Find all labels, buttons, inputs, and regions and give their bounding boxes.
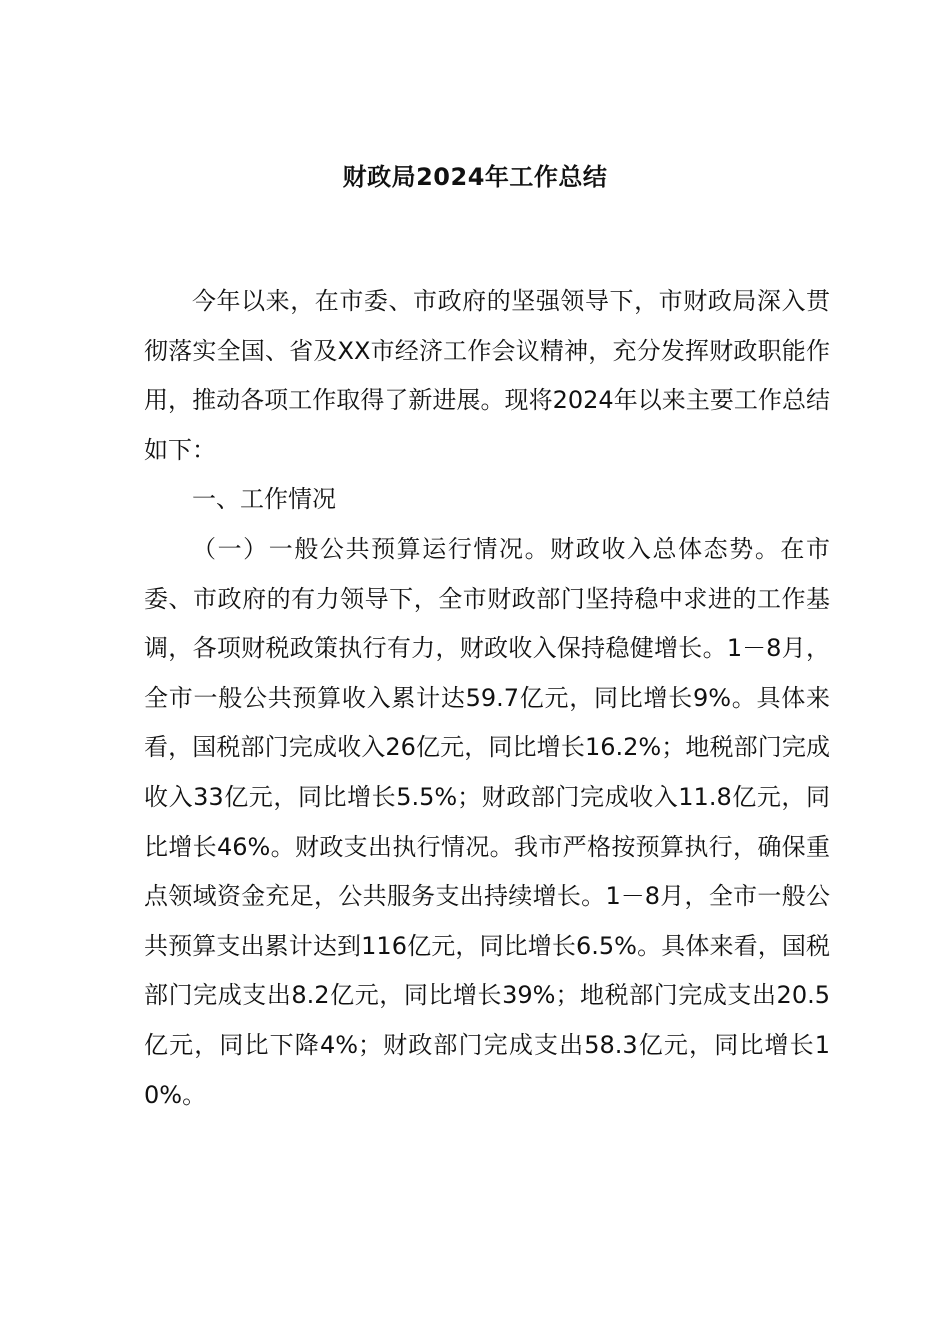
document-title: 财政局2024年工作总结 [342, 163, 608, 191]
budget-paragraph: （一）一般公共预算运行情况。财政收入总体态势。在市委、市政府的有力领导下，全市财政部门坚持稳中求进的工作基调，各项财税政策执行有力，财政收入保持稳健增长。1－8月，全市一般公共预算收入累计达59.7亿元，同比增长9%。具体来看，国税部门完成收入26亿元，同比增长16.2%；地税部门完成收入33亿元，同比增长5.5%；财政部门完成收入11.8亿元，同比增长46%。财政支出执行情况。我市严格按预算执行，确保重点领域资金充足，公共服务支出持续增长。1－8月，全市一般公共预算支出累计达到116亿元，同比增长6.5%。具体来看，国税部门完成支出8.2亿元，同比增长39%；地税部门完成支出20.5亿元，同比下降4%；财政部门完成支出58.3亿元，同比增长10%。 [144, 534, 830, 1109]
intro-paragraph: 今年以来，在市委、市政府的坚强领导下，市财政局深入贯彻落实全国、省及XX市经济工作会议精神，充分发挥财政职能作用，推动各项工作取得了新进展。现将2024年以来主要工作总结如下： [144, 287, 830, 464]
section-heading: 一、工作情况 [192, 485, 336, 514]
document-body [144, 277, 830, 1120]
